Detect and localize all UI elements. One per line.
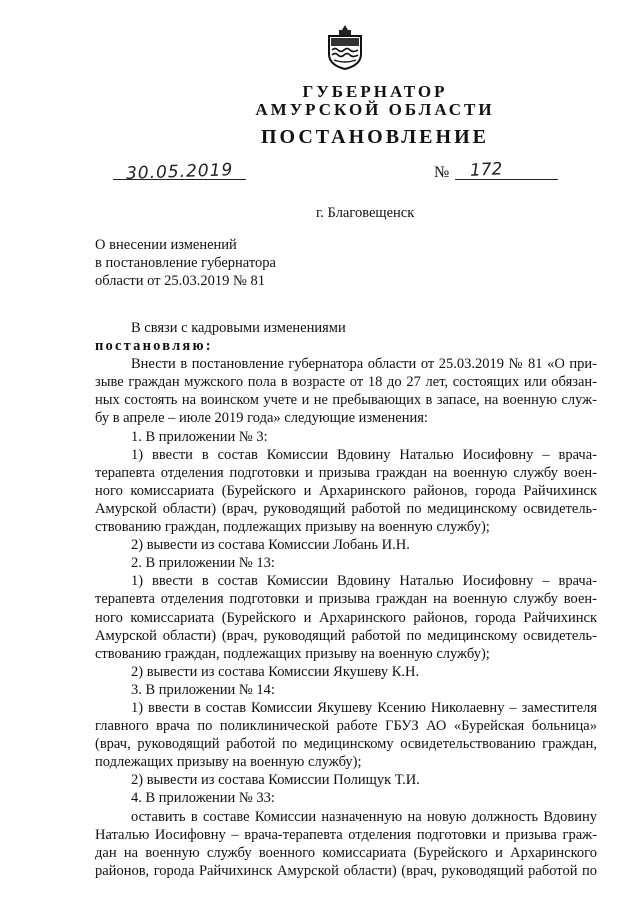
- body-line: главного врача по поликлинической работе ГБУЗ АО «Бурейская больница»: [95, 718, 597, 735]
- body-line: Амурской области) (врач, руководящий работой по медицинскому освидетель-: [95, 500, 597, 517]
- document-number: 172: [469, 159, 503, 181]
- subject-line: О внесении изменений: [95, 237, 237, 253]
- body-line: 2) вывести из состава Комиссии Полищук Т.И.: [131, 772, 420, 789]
- body-line: ного комиссариата (Бурейского и Архаринского районов, города Райчихинск: [95, 609, 597, 626]
- section-heading: 3. В приложении № 14:: [131, 681, 275, 698]
- number-underline: [455, 179, 558, 180]
- document-body: [95, 319, 597, 880]
- body-line: районов, города Райчихинск Амурской области) (врач, руководящий работой по: [95, 862, 597, 879]
- body-line: ного комиссариата (Бурейского и Архаринского районов, города Райчихинск: [95, 482, 597, 499]
- body-line: ствованию граждан, подлежащих призыву на военную службу);: [95, 519, 490, 536]
- body-line: дан на военную службу военного комиссариата (Бурейского и Архаринского: [95, 844, 597, 861]
- decree-word: постановляю:: [95, 338, 213, 355]
- body-line: ствованию граждан, подлежащих призыву на военную службу);: [95, 645, 490, 662]
- body-line: зыве граждан мужского пола в возрасте от 18 до 27 лет, состоящих или обязан-: [95, 374, 597, 391]
- body-line: 1) ввести в состав Комиссии Вдовину Наталью Иосифовну – врача-: [131, 573, 597, 590]
- coat-of-arms-icon: [325, 24, 365, 70]
- intro-paragraph: В связи с кадровыми изменениями: [131, 320, 346, 336]
- subject-line: в постановление губернатора: [95, 255, 276, 271]
- section-heading: 4. В приложении № 33:: [131, 790, 275, 807]
- body-line: терапевта отделения подготовки и призыва граждан на военную службу воен-: [95, 464, 597, 481]
- document-type: ПОСТАНОВЛЕНИЕ: [261, 126, 489, 148]
- number-label: №: [434, 164, 450, 181]
- city: г. Благовещенск: [316, 205, 415, 221]
- issuer-title: ГУБЕРНАТОР: [302, 82, 448, 101]
- document-subject: [95, 236, 276, 290]
- section-heading: 2. В приложении № 13:: [131, 555, 275, 572]
- body-line: 1) ввести в состав Комиссии Вдовину Наталью Иосифовну – врача-: [131, 446, 597, 463]
- body-line: подлежащих призыву на военную службу);: [95, 754, 362, 771]
- body-line: бу в апреле – июле 2019 года» следующие изменения:: [95, 410, 428, 427]
- date-underline: [113, 179, 246, 180]
- body-line: терапевта отделения подготовки и призыва граждан на военную службу воен-: [95, 591, 597, 608]
- document-date: 30.05.2019: [125, 160, 234, 184]
- issuer-region: АМУРСКОЙ ОБЛАСТИ: [255, 100, 495, 119]
- body-line: Амурской области) (врач, руководящий работой по медицинскому освидетель-: [95, 627, 597, 644]
- body-line: 2) вывести из состава Комиссии Якушеву К.Н.: [131, 663, 420, 680]
- body-line: ных состоять на воинском учете и не пребывающих в запасе, на военную служ-: [95, 392, 597, 409]
- body-line: Внести в постановление губернатора области от 25.03.2019 № 81 «О при-: [131, 356, 597, 373]
- subject-line: области от 25.03.2019 № 81: [95, 273, 265, 289]
- body-line: (врач, руководящий работой по медицинскому освидетельствованию граждан,: [95, 736, 597, 753]
- section-heading: 1. В приложении № 3:: [131, 428, 268, 445]
- body-line: оставить в составе Комиссии назначенную на новую должность Вдовину: [131, 808, 597, 825]
- body-line: Наталью Иосифовну – врача-терапевта отделения подготовки и призыва граж-: [95, 826, 597, 843]
- body-line: 2) вывести из состава Комиссии Лобань И.Н.: [131, 537, 410, 554]
- body-line: 1) ввести в состав Комиссии Якушеву Ксению Николаевну – заместителя: [131, 699, 597, 716]
